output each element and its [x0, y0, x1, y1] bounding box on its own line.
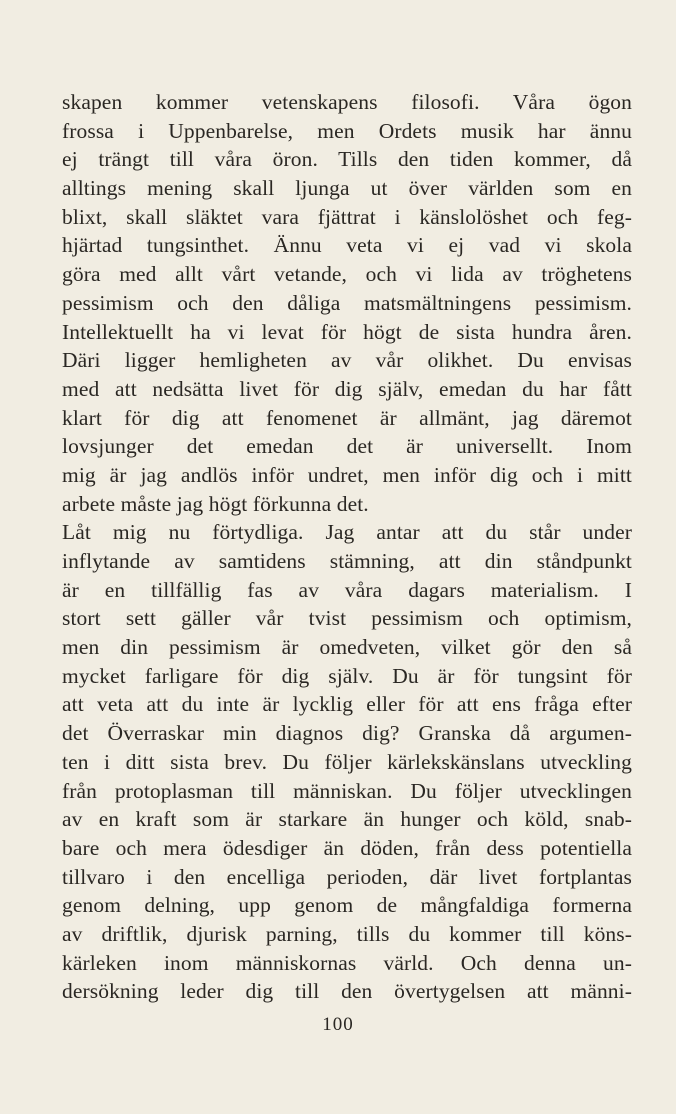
text-line: Låt mig nu förtydliga. Jag antar att du står under [62, 520, 632, 545]
body-text [62, 88, 632, 1006]
text-line: mig är jag andlös inför undret, men inför dig och i mitt [62, 462, 632, 487]
text-line: inflytande av samtidens stämning, att din ståndpunkt [62, 549, 632, 573]
text-line: från protoplasman till människan. Du följer utvecklingen [62, 778, 632, 803]
text-line: arbete måste jag högt förkunna det. [62, 491, 369, 516]
text-line: dersökning leder dig till den övertygelsen att männi- [62, 979, 632, 1004]
text-line: göra med allt vårt vetande, och vi lida av tröghetens [62, 262, 632, 287]
text-line: är en tillfällig fas av våra dagars materialism. I [62, 577, 632, 602]
text-line: med att nedsätta livet för dig själv, emedan du har fått [62, 376, 632, 401]
text-line: stort sett gäller vår tvist pessimism och optimism, [62, 606, 632, 631]
text-line: genom delning, upp genom de mångfaldiga formerna [62, 893, 632, 918]
page-number: 100 [322, 1014, 354, 1035]
text-line: pessimism och den dåliga matsmältningens pessimism. [62, 290, 632, 315]
text-line: Intellektuellt ha vi levat för högt de sista hundra åren. [62, 319, 632, 344]
text-line: ej trängt till våra öron. Tills den tiden kommer, då [62, 147, 632, 172]
text-line: Däri ligger hemligheten av vår olikhet. Du envisas [62, 348, 632, 373]
text-line: tillvaro i den encelliga perioden, där livet fortplantas [62, 864, 632, 889]
text-line: alltings mening skall ljunga ut över världen som en [62, 176, 632, 201]
text-line: bare och mera ödesdiger än döden, från dess potentiella [62, 835, 632, 860]
text-line: men din pessimism är omedveten, vilket gör den så [62, 635, 632, 660]
text-line: ten i ditt sista brev. Du följer kärlekskänslans utveckling [62, 749, 632, 774]
text-line: skapen kommer vetenskapens filosofi. Våra ögon [62, 90, 632, 114]
text-line: av driftlik, djurisk parning, tills du kommer till köns- [62, 921, 632, 946]
text-line: av en kraft som är starkare än hunger och köld, snab- [62, 807, 632, 832]
text-line: mycket farligare för dig själv. Du är för tungsint för [62, 663, 632, 688]
text-line: det Överraskar min diagnos dig? Granska då argumen- [62, 721, 632, 746]
text-line: lovsjunger det emedan det är universellt. Inom [62, 434, 632, 459]
text-line: frossa i Uppenbarelse, men Ordets musik har ännu [62, 118, 632, 143]
text-line: hjärtad tungsinthet. Ännu veta vi ej vad vi skola [62, 233, 632, 258]
text-line: klart för dig att fenomenet är allmänt, jag däremot [62, 405, 632, 430]
text-line: blixt, skall släktet vara fjättrat i känslolöshet och feg- [62, 204, 632, 229]
text-line: att veta att du inte är lycklig eller för att ens fråga efter [62, 692, 632, 717]
paragraph-2 [62, 518, 632, 1006]
paragraph-1 [62, 88, 632, 518]
text-line: kärleken inom människornas värld. Och denna un- [62, 950, 632, 975]
